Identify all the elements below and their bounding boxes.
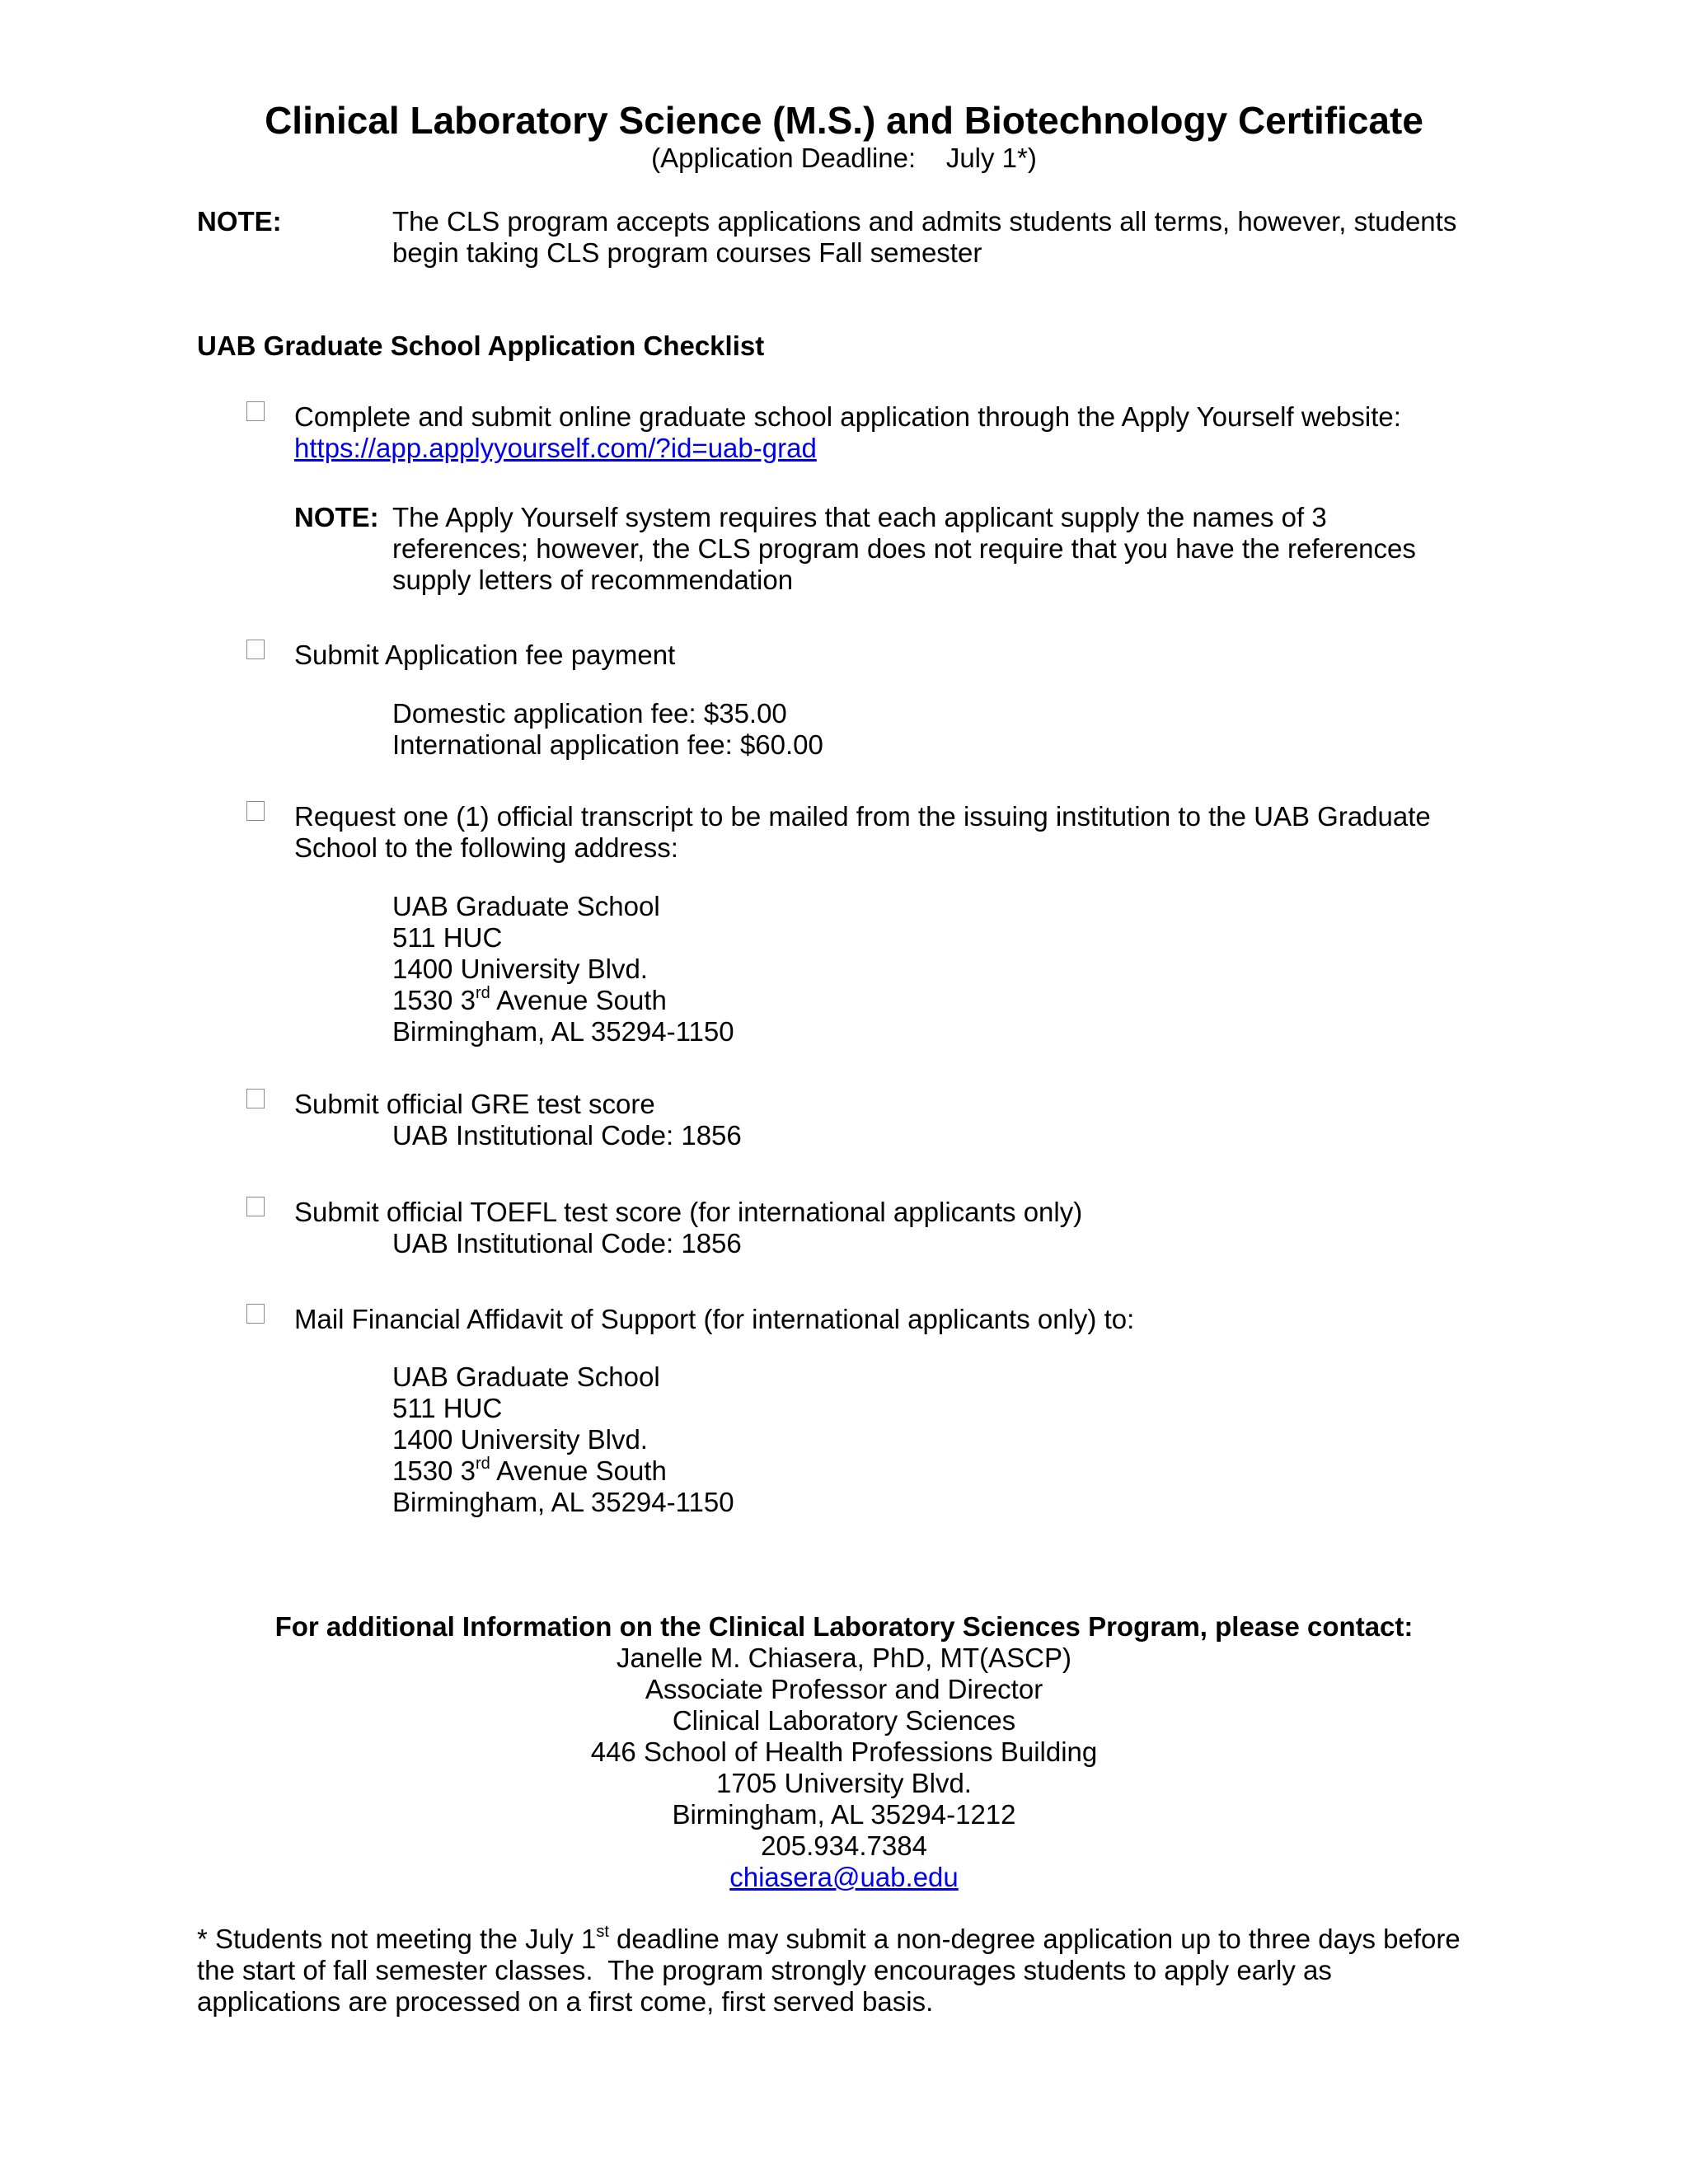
transcript-address bbox=[392, 891, 734, 1047]
domestic-fee: Domestic application fee: $35.00 bbox=[392, 698, 787, 729]
address-street: 1400 University Blvd. bbox=[392, 1424, 648, 1455]
contact-phone: 205.934.7384 bbox=[761, 1830, 927, 1861]
apply-yourself-link[interactable]: https://app.applyyourself.com/?id=uab-grad bbox=[294, 433, 817, 463]
apply-note-label: NOTE: bbox=[294, 502, 379, 532]
footnote bbox=[197, 1924, 1461, 2018]
international-fee: International application fee: $60.00 bbox=[392, 729, 823, 760]
checkbox-fee[interactable] bbox=[246, 640, 265, 659]
contact-heading: For additional Information on the Clinical Laboratory Sciences Program, please contact: bbox=[274, 1611, 1414, 1642]
contact-position: Associate Professor and Director bbox=[645, 1674, 1043, 1704]
address-street: 1400 University Blvd. bbox=[392, 954, 648, 984]
address-room: 511 HUC bbox=[392, 1393, 503, 1423]
item-fee-text: Submit Application fee payment bbox=[294, 640, 676, 670]
apply-note-line: supply letters of recommendation bbox=[392, 565, 794, 595]
application-deadline: (Application Deadline: July 1*) bbox=[651, 143, 1037, 173]
checkbox-gre[interactable] bbox=[246, 1089, 265, 1108]
address-city: Birmingham, AL 35294-1150 bbox=[392, 1487, 734, 1517]
item-transcript-line: Request one (1) official transcript to be mailed from the issuing institution to the UAB Graduate bbox=[294, 801, 1431, 832]
item-apply bbox=[294, 401, 1401, 464]
apply-note-text bbox=[392, 502, 1416, 596]
address-avenue: 1530 3rd Avenue South bbox=[392, 984, 667, 1015]
top-note-label: NOTE: bbox=[197, 206, 282, 237]
address-name: UAB Graduate School bbox=[392, 891, 660, 921]
contact-street: 1705 University Blvd. bbox=[716, 1768, 972, 1798]
checkbox-apply[interactable] bbox=[246, 401, 265, 421]
contact-name: Janelle M. Chiasera, PhD, MT(ASCP) bbox=[617, 1643, 1071, 1673]
checklist-heading: UAB Graduate School Application Checklist bbox=[197, 330, 765, 361]
address-city: Birmingham, AL 35294-1150 bbox=[392, 1016, 734, 1047]
top-note-line: The CLS program accepts applications and admits students all terms, however, students bbox=[392, 206, 1457, 237]
item-affidavit-text: Mail Financial Affidavit of Support (for international applicants only) to: bbox=[294, 1304, 1135, 1334]
item-gre-text: Submit official GRE test score bbox=[294, 1089, 655, 1119]
item-apply-text: Complete and submit online graduate school application through the Apply Yourself website: bbox=[294, 401, 1401, 432]
footnote-line: * Students not meeting the July 1st deadline may submit a non-degree application up to three days before bbox=[197, 1923, 1461, 1954]
apply-note-line: references; however, the CLS program does not require that you have the references bbox=[392, 533, 1416, 564]
contact-email-link[interactable]: chiasera@uab.edu bbox=[729, 1862, 959, 1892]
address-name: UAB Graduate School bbox=[392, 1361, 660, 1392]
top-note-line: begin taking CLS program courses Fall semester bbox=[392, 237, 982, 268]
contact-block bbox=[0, 1611, 1688, 1893]
fee-amounts bbox=[392, 698, 823, 761]
checkbox-transcript[interactable] bbox=[246, 801, 265, 821]
item-transcript-line: School to the following address: bbox=[294, 832, 678, 863]
footnote-line: the start of fall semester classes. The program strongly encourages students to apply early as bbox=[197, 1955, 1332, 1985]
checkbox-affidavit[interactable] bbox=[246, 1304, 265, 1324]
top-note-text bbox=[392, 206, 1456, 269]
apply-note-line: The Apply Yourself system requires that each applicant supply the names of 3 bbox=[392, 502, 1327, 532]
gre-code: UAB Institutional Code: 1856 bbox=[392, 1120, 742, 1151]
contact-building: 446 School of Health Professions Building bbox=[590, 1736, 1098, 1767]
contact-dept: Clinical Laboratory Sciences bbox=[672, 1705, 1016, 1736]
item-transcript bbox=[294, 801, 1431, 864]
checkbox-toefl[interactable] bbox=[246, 1197, 265, 1216]
footnote-line: applications are processed on a first come, first served basis. bbox=[197, 1986, 934, 2017]
contact-city: Birmingham, AL 35294-1212 bbox=[672, 1799, 1016, 1830]
affidavit-address bbox=[392, 1361, 734, 1518]
item-toefl-text: Submit official TOEFL test score (for international applicants only) bbox=[294, 1197, 1083, 1227]
page-title: Clinical Laboratory Science (M.S.) and Biotechnology Certificate bbox=[265, 99, 1423, 142]
address-avenue: 1530 3rd Avenue South bbox=[392, 1455, 667, 1486]
toefl-code: UAB Institutional Code: 1856 bbox=[392, 1228, 742, 1258]
address-room: 511 HUC bbox=[392, 922, 503, 953]
